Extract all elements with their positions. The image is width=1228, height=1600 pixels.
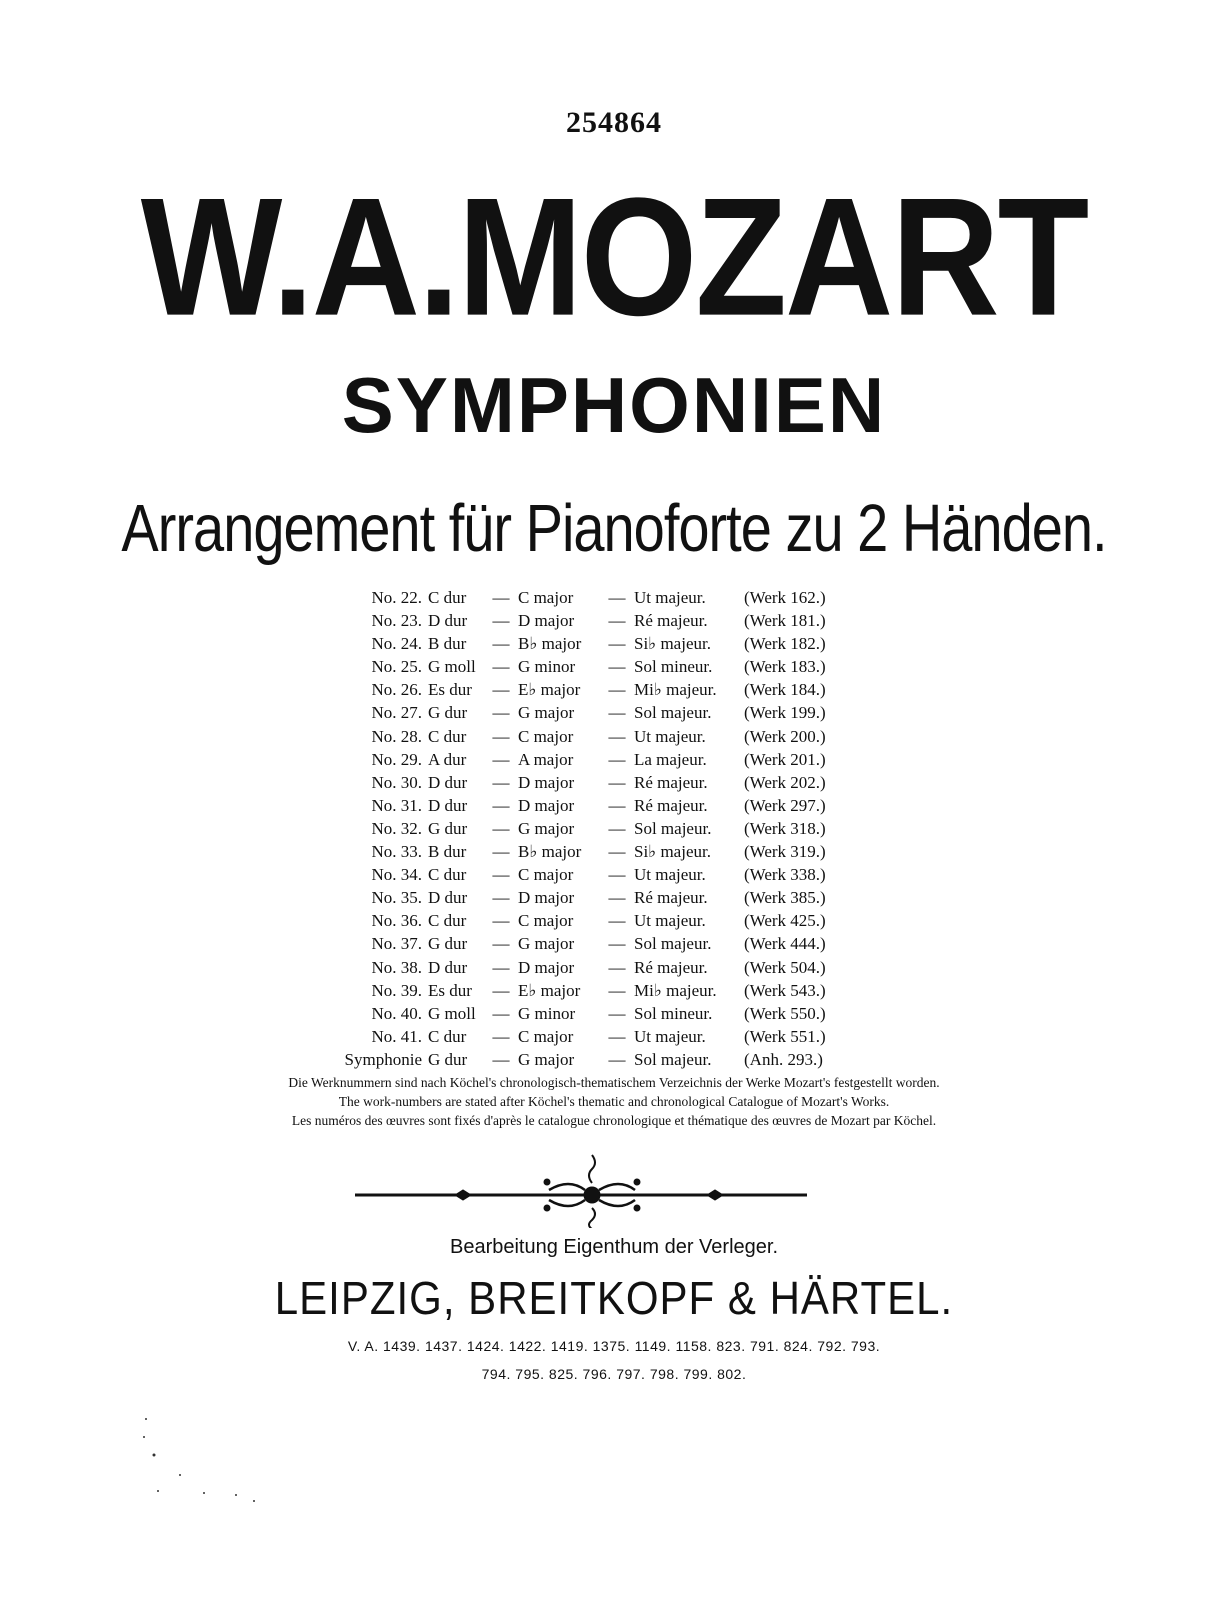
- footnotes: [0, 1073, 1228, 1130]
- key-german: G moll: [428, 1003, 476, 1023]
- key-french: Sol majeur.: [634, 1049, 712, 1069]
- separator-dash: —: [492, 726, 510, 746]
- separator-dash: —: [492, 657, 510, 677]
- symphony-row: [330, 794, 854, 817]
- composer-name: W.A.MOZART: [140, 162, 1088, 351]
- symphony-row: [330, 817, 854, 840]
- key-french: Ré majeur.: [634, 611, 708, 631]
- arrangement-subtitle: Arrangement für Pianoforte zu 2 Händen.: [121, 489, 1107, 566]
- werk-number: (Anh. 293.): [744, 1049, 823, 1069]
- separator-dash: —: [608, 1049, 626, 1069]
- symphony-row: [330, 956, 854, 979]
- ornament-right-diamond: [707, 1190, 723, 1200]
- key-french: Ré majeur.: [634, 795, 708, 815]
- separator-dash: —: [492, 680, 510, 700]
- key-english: G major: [518, 703, 575, 723]
- separator-dash: —: [492, 842, 510, 862]
- separator-dash: —: [608, 957, 626, 977]
- key-french: Mi♭ majeur.: [634, 680, 717, 700]
- werk-number: (Werk 543.): [744, 980, 826, 1000]
- werk-number: (Werk 550.): [744, 1003, 826, 1023]
- symphony-number: No. 33.: [371, 842, 422, 862]
- separator-dash: —: [608, 772, 626, 792]
- key-french: Sol mineur.: [634, 1003, 713, 1023]
- key-german: D dur: [428, 611, 468, 631]
- separator-dash: —: [608, 588, 626, 607]
- key-french: Mi♭ majeur.: [634, 980, 717, 1000]
- separator-dash: —: [608, 842, 626, 862]
- symphony-row: [330, 748, 854, 771]
- symphony-row: [330, 909, 854, 932]
- separator-dash: —: [608, 749, 626, 769]
- publisher-note: Bearbeitung Eigenthum der Verleger.: [450, 1236, 778, 1258]
- separator-dash: —: [492, 818, 510, 838]
- symphony-number: No. 34.: [371, 865, 422, 885]
- key-french: Ut majeur.: [634, 865, 706, 885]
- key-english: G minor: [518, 657, 576, 677]
- symphony-number: No. 31.: [371, 795, 422, 815]
- separator-dash: —: [492, 1003, 510, 1023]
- symphony-row: [330, 655, 854, 678]
- separator-dash: —: [608, 818, 626, 838]
- separator-dash: —: [492, 703, 510, 723]
- plate-numbers-line2: 794. 795. 825. 796. 797. 798. 799. 802.: [481, 1366, 747, 1382]
- key-english: B♭ major: [518, 842, 582, 862]
- werk-number: (Werk 181.): [744, 611, 826, 631]
- ornament-left-diamond: [455, 1190, 471, 1200]
- key-french: Sol majeur.: [634, 934, 712, 954]
- symphony-number: Symphonie: [344, 1049, 422, 1069]
- symphony-number: No. 23.: [371, 611, 422, 631]
- key-french: Ut majeur.: [634, 588, 706, 607]
- key-german: G dur: [428, 934, 468, 954]
- key-french: Sol majeur.: [634, 818, 712, 838]
- key-french: Sol majeur.: [634, 703, 712, 723]
- separator-dash: —: [492, 1026, 510, 1046]
- separator-dash: —: [492, 957, 510, 977]
- separator-dash: —: [492, 772, 510, 792]
- key-french: La majeur.: [634, 749, 707, 769]
- key-german: B dur: [428, 634, 467, 654]
- key-english: E♭ major: [518, 680, 581, 700]
- werk-number: (Werk 201.): [744, 749, 826, 769]
- key-english: B♭ major: [518, 634, 582, 654]
- key-german: C dur: [428, 865, 467, 885]
- symphony-number: No. 40.: [371, 1003, 422, 1023]
- symphony-row: [330, 586, 854, 609]
- separator-dash: —: [492, 888, 510, 908]
- key-german: D dur: [428, 772, 468, 792]
- werk-number: (Werk 297.): [744, 795, 826, 815]
- werk-number: (Werk 385.): [744, 888, 826, 908]
- symphony-number: No. 28.: [371, 726, 422, 746]
- key-french: Ut majeur.: [634, 1026, 706, 1046]
- werk-number: (Werk 551.): [744, 1026, 826, 1046]
- key-english: C major: [518, 726, 574, 746]
- symphony-row: [330, 863, 854, 886]
- key-english: E♭ major: [518, 980, 581, 1000]
- symphony-row: [330, 725, 854, 748]
- key-french: Ré majeur.: [634, 957, 708, 977]
- ornament-center: [584, 1187, 600, 1203]
- key-german: C dur: [428, 911, 467, 931]
- symphony-row: [330, 979, 854, 1002]
- key-german: D dur: [428, 888, 468, 908]
- key-german: Es dur: [428, 680, 472, 700]
- werk-number: (Werk 183.): [744, 657, 826, 677]
- symphony-number: No. 22.: [371, 588, 422, 607]
- key-english: A major: [518, 749, 574, 769]
- key-german: G dur: [428, 1049, 468, 1069]
- key-english: C major: [518, 1026, 574, 1046]
- footnote-french: Les numéros des œuvres sont fixés d'après le catalogue chronologique et thématique des œuvres de Mozart par Köchel.: [291, 1113, 937, 1128]
- separator-dash: —: [492, 911, 510, 931]
- key-french: Ut majeur.: [634, 911, 706, 931]
- key-german: Es dur: [428, 980, 472, 1000]
- separator-dash: —: [608, 1026, 626, 1046]
- werk-number: (Werk 202.): [744, 772, 826, 792]
- werk-number: (Werk 425.): [744, 911, 826, 931]
- separator-dash: —: [492, 1049, 510, 1069]
- separator-dash: —: [608, 634, 626, 654]
- symphony-row: [330, 701, 854, 724]
- separator-dash: —: [608, 680, 626, 700]
- key-german: A dur: [428, 749, 467, 769]
- key-german: C dur: [428, 588, 467, 607]
- symphony-row: [330, 609, 854, 632]
- symphony-number: No. 41.: [371, 1026, 422, 1046]
- separator-dash: —: [608, 888, 626, 908]
- separator-dash: —: [608, 1003, 626, 1023]
- print-specks: [140, 1415, 260, 1505]
- symphony-row: [330, 678, 854, 701]
- werk-number: (Werk 182.): [744, 634, 826, 654]
- symphony-number: No. 37.: [371, 934, 422, 954]
- separator-dash: —: [608, 865, 626, 885]
- key-french: Ré majeur.: [634, 888, 708, 908]
- publisher-name: LEIPZIG, BREITKOPF & HÄRTEL.: [274, 1272, 954, 1324]
- key-german: C dur: [428, 1026, 467, 1046]
- werk-number: (Werk 318.): [744, 818, 826, 838]
- werk-number: (Werk 200.): [744, 726, 826, 746]
- footnote-german: Die Werknummern sind nach Köchel's chronologisch-thematischem Verzeichnis der Werke Mozart's festgestellt worden.: [288, 1075, 940, 1090]
- work-title: SYMPHONIEN: [341, 361, 887, 449]
- symphony-number: No. 35.: [371, 888, 422, 908]
- key-english: D major: [518, 888, 575, 908]
- symphony-row: [330, 771, 854, 794]
- symphony-list-body: [330, 586, 854, 1071]
- key-english: G major: [518, 1049, 575, 1069]
- separator-dash: —: [608, 726, 626, 746]
- plate-numbers-line1: V. A. 1439. 1437. 1424. 1422. 1419. 1375. 1149. 1158. 823. 791. 824. 792. 793.: [347, 1338, 881, 1354]
- symphony-number: No. 30.: [371, 772, 422, 792]
- separator-dash: —: [492, 749, 510, 769]
- key-german: G dur: [428, 818, 468, 838]
- symphony-row: [330, 1002, 854, 1025]
- key-english: D major: [518, 772, 575, 792]
- key-english: G minor: [518, 1003, 576, 1023]
- symphony-number: No. 24.: [371, 634, 422, 654]
- separator-dash: —: [492, 634, 510, 654]
- key-french: Ut majeur.: [634, 726, 706, 746]
- symphony-row: [330, 886, 854, 909]
- key-german: D dur: [428, 957, 468, 977]
- key-french: Ré majeur.: [634, 772, 708, 792]
- separator-dash: —: [492, 865, 510, 885]
- key-german: D dur: [428, 795, 468, 815]
- separator-dash: —: [608, 611, 626, 631]
- symphony-list: [330, 586, 854, 1071]
- key-english: D major: [518, 611, 575, 631]
- key-french: Si♭ majeur.: [634, 842, 711, 862]
- separator-dash: —: [492, 611, 510, 631]
- werk-number: (Werk 184.): [744, 680, 826, 700]
- footnote-english: The work-numbers are stated after Köchel's thematic and chronological Catalogue of Mozart's Works.: [338, 1094, 890, 1109]
- key-german: B dur: [428, 842, 467, 862]
- key-english: D major: [518, 957, 575, 977]
- werk-number: (Werk 504.): [744, 957, 826, 977]
- ornament-divider: [355, 1152, 807, 1228]
- separator-dash: —: [608, 934, 626, 954]
- symphony-number: No. 25.: [371, 657, 422, 677]
- key-german: G dur: [428, 703, 468, 723]
- separator-dash: —: [608, 703, 626, 723]
- symphony-row: [330, 1048, 854, 1071]
- symphony-row: [330, 632, 854, 655]
- werk-number: (Werk 199.): [744, 703, 826, 723]
- key-english: G major: [518, 818, 575, 838]
- separator-dash: —: [492, 795, 510, 815]
- symphony-number: No. 27.: [371, 703, 422, 723]
- separator-dash: —: [608, 657, 626, 677]
- werk-number: (Werk 444.): [744, 934, 826, 954]
- key-german: C dur: [428, 726, 467, 746]
- symphony-number: No. 29.: [371, 749, 422, 769]
- separator-dash: —: [492, 588, 510, 607]
- separator-dash: —: [492, 934, 510, 954]
- werk-number: (Werk 338.): [744, 865, 826, 885]
- catalog-number: 254864: [566, 106, 662, 139]
- separator-dash: —: [608, 795, 626, 815]
- separator-dash: —: [608, 911, 626, 931]
- key-english: G major: [518, 934, 575, 954]
- separator-dash: —: [608, 980, 626, 1000]
- separator-dash: —: [492, 980, 510, 1000]
- symphony-row: [330, 840, 854, 863]
- symphony-number: No. 26.: [371, 680, 422, 700]
- werk-number: (Werk 319.): [744, 842, 826, 862]
- key-english: C major: [518, 588, 574, 607]
- key-english: D major: [518, 795, 575, 815]
- key-french: Si♭ majeur.: [634, 634, 711, 654]
- symphony-number: No. 36.: [371, 911, 422, 931]
- key-german: G moll: [428, 657, 476, 677]
- symphony-number: No. 32.: [371, 818, 422, 838]
- key-english: C major: [518, 865, 574, 885]
- werk-number: (Werk 162.): [744, 588, 826, 607]
- key-english: C major: [518, 911, 574, 931]
- symphony-row: [330, 1025, 854, 1048]
- key-french: Sol mineur.: [634, 657, 713, 677]
- symphony-number: No. 39.: [371, 980, 422, 1000]
- symphony-row: [330, 932, 854, 955]
- symphony-number: No. 38.: [371, 957, 422, 977]
